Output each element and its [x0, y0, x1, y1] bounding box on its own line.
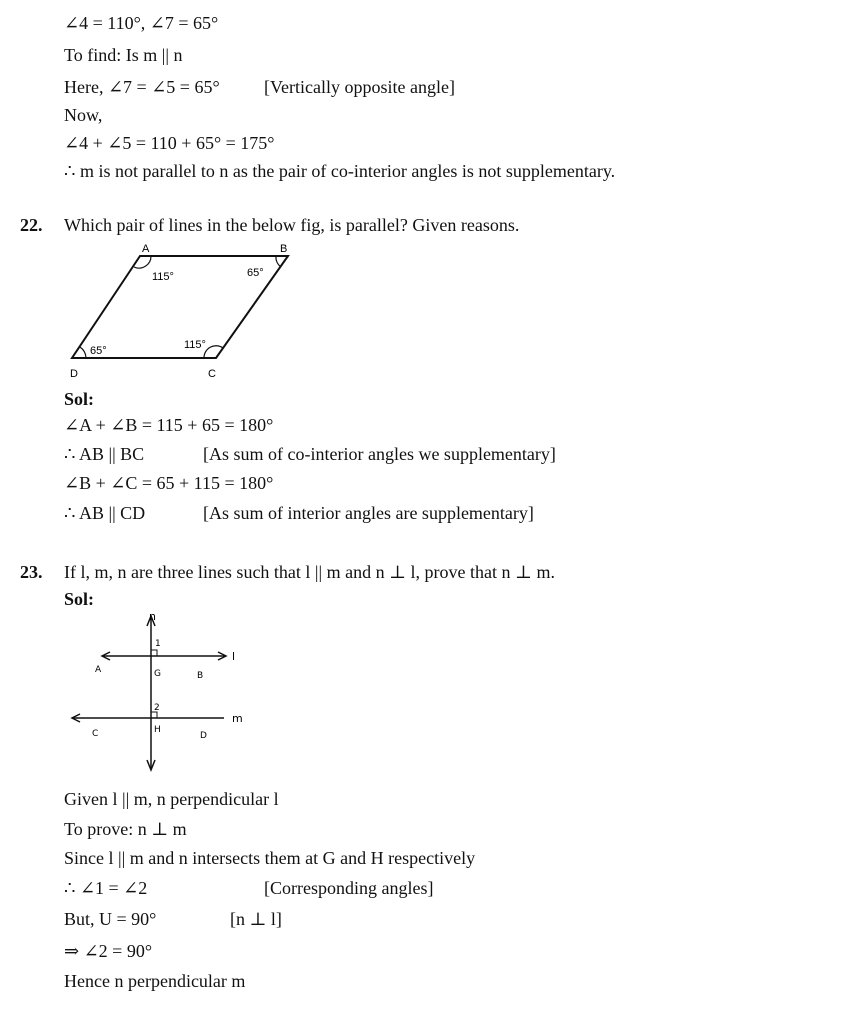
q23-line-given: Given l || m, n perpendicular l: [64, 789, 279, 809]
now-label: Now,: [64, 105, 103, 125]
sol-label-22: Sol:: [64, 389, 95, 409]
label-b: B: [280, 243, 288, 255]
q22-step-4: ∴ AB || CD: [64, 503, 146, 523]
label-angle-1: 1: [155, 639, 161, 649]
prev-conclusion: ∴ m is not parallel to n as the pair of co-interior angles is not supplementary.: [64, 161, 616, 181]
q23-line-hence: Hence n perpendicular m: [64, 971, 246, 991]
label-point-c: C: [92, 729, 99, 739]
q22-step-4-reason: [As sum of interior angles are supplementary]: [203, 503, 534, 523]
q23-line-to-prove: To prove: n ⊥ m: [64, 819, 187, 839]
q23-line-implies: ⇒ ∠2 = 90°: [64, 941, 153, 961]
sol-label-23: Sol:: [64, 589, 95, 609]
q23-line-since: Since l || m and n intersects them at G and H respectively: [64, 848, 476, 868]
sum-step: ∠4 + ∠5 = 110 + 65° = 175°: [64, 133, 275, 153]
here-reason: [Vertically opposite angle]: [264, 77, 455, 97]
q23-line-therefore-reason: [Corresponding angles]: [264, 878, 434, 898]
label-point-b: B: [197, 671, 204, 681]
label-n: n: [149, 610, 156, 623]
question-23-text: If l, m, n are three lines such that l || m and n ⊥ l, prove that n ⊥ m.: [64, 562, 555, 582]
given-angles: ∠4 = 110°, ∠7 = 65°: [64, 13, 219, 33]
parallelogram-figure: [60, 240, 310, 380]
q23-line-but-reason: [n ⊥ l]: [230, 909, 282, 929]
label-line-m: m: [232, 712, 243, 725]
label-line-l: l: [232, 650, 236, 663]
q22-step-2: ∴ AB || BC: [64, 444, 145, 464]
q22-step-2-reason: [As sum of co-interior angles we supplementary]: [203, 444, 556, 464]
label-d: D: [70, 368, 78, 380]
label-a: A: [142, 243, 150, 255]
to-find: To find: Is m || n: [64, 45, 183, 65]
angle-b-value: 65°: [247, 267, 264, 279]
q22-step-1: ∠A + ∠B = 115 + 65 = 180°: [64, 415, 274, 435]
q23-line-therefore: ∴ ∠1 = ∠2: [64, 878, 148, 898]
angle-arc-d: [80, 347, 86, 358]
label-c: C: [208, 368, 216, 380]
angle-d-value: 65°: [90, 345, 107, 357]
parallel-lines-figure: [60, 610, 260, 780]
q22-step-3: ∠B + ∠C = 65 + 115 = 180°: [64, 473, 274, 493]
question-number-23: 23.: [20, 562, 43, 582]
label-point-h: H: [154, 725, 161, 735]
angle-c-value: 115°: [184, 339, 206, 351]
label-point-d: D: [200, 731, 207, 741]
here-step: Here, ∠7 = ∠5 = 65°: [64, 77, 220, 97]
label-point-g: G: [154, 669, 161, 679]
question-number-22: 22.: [20, 215, 43, 235]
angle-a-value: 115°: [152, 271, 174, 283]
q23-line-but: But, U = 90°: [64, 909, 157, 929]
label-angle-2: 2: [154, 703, 160, 713]
label-point-a: A: [95, 665, 102, 675]
question-22-text: Which pair of lines in the below fig, is parallel? Given reasons.: [64, 215, 520, 235]
